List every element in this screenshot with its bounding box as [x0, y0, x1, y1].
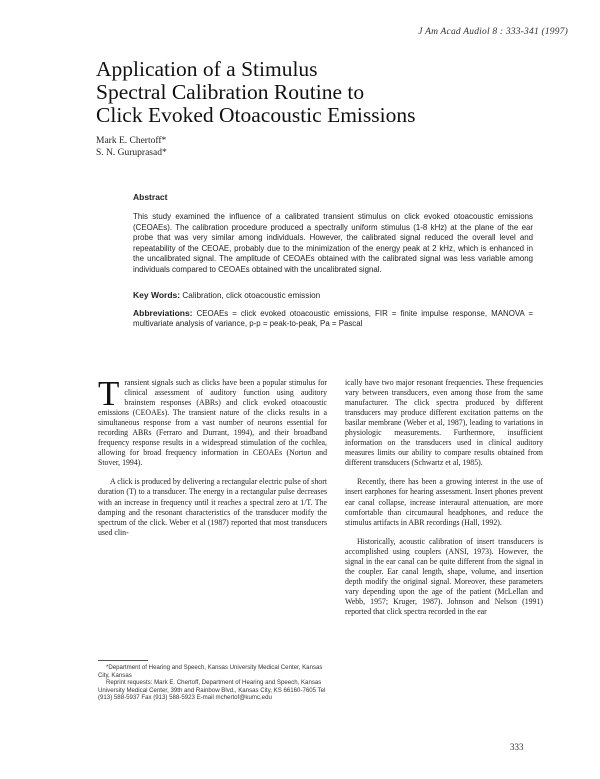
abbreviations-text: CEOAEs = click evoked otoacoustic emissions, FIR = finite impulse response, MANOVA = multivariate analysis of variance, p-p = peak-to-peak, Pa = Pascal: [133, 308, 533, 329]
author: Mark E. Chertoff*: [96, 136, 167, 146]
body-paragraph-text: ransient signals such as clicks have been a popular stimulus for clinical assessment of auditory function using auditory brainstem responses (ABRs) and click evoked otoacoustic emissions (CEOAEs). The transient nature of the clicks results in a simultaneous response from a vast number of neurons essential for recording ABRs (Ferraro and Durrant, 1994), and their broadband frequency response results in a widespread stimulation of the cochlea, allowing for broad frequency information in CEOAEs (Norton and Stover, 1994).: [98, 378, 327, 468]
abstract-text: This study examined the influence of a calibrated transient stimulus on click evoked otoacoustic emissions (CEOAEs). The calibration procedure produced a spectrally uniform stimulus (1-8 kHz) at the plane of the ear probe that was very similar among individuals. However, the calibrated signal reduced the overall level and repeatability of the CEOAE, probably due to the minimization of the energy peak at 2 kHz, which is enhanced in the uncalibrated signal. The amplitude of CEOAEs obtained with the calibrated signal was less variable among individuals compared to CEOAEs obtained with the uncalibrated signal.: [133, 212, 533, 274]
footnotes: [98, 664, 330, 702]
abstract-section: [133, 192, 533, 330]
body-column-left: [98, 374, 327, 538]
author-list: [96, 136, 167, 159]
body-paragraph: [98, 374, 327, 468]
body-paragraph: A click is produced by delivering a rectangular electric pulse of short duration (T) to a transducer. The energy in a rectangular pulse decreases with an increase in frequency until it reaches a spectral zero at 1/T. The damping and the resonant characteristics of the transducer modify the spectrum of the click. Weber et al (1987) reported that most transducers used clin-: [98, 477, 327, 537]
body-paragraph: Historically, acoustic calibration of insert transducers is accomplished using couplers (ANSI, 1973). However, the signal in the ear canal can be quite different from the signal in the coupler. Ear canal length, shape, volume, and insertion depth modify the original signal. Moreover, these parameters vary depending upon the age of the patient (McLellan and Webb, 1957; Kruger, 1987). Johnson and Nelson (1991) reported that click spectra recorded in the ear: [345, 536, 543, 616]
paper-title: [96, 58, 516, 127]
title-line: Application of a Stimulus: [96, 57, 318, 81]
drop-cap: T: [98, 374, 120, 413]
abbreviations-line: [133, 308, 533, 330]
author: S. N. Guruprasad*: [96, 147, 167, 158]
footnote-divider: [98, 660, 148, 661]
footnote: *Department of Hearing and Speech, Kansas University Medical Center, Kansas City, Kansas: [98, 664, 323, 679]
body-paragraph: Recently, there has been a growing interest in the use of insert earphones for hearing assessment. Insert phones prevent ear canal collapse, increase interaural attenuation, are more comfortable than circumaural headphones, and reduce the stimulus artifacts in ABR recordings (Hall, 1992).: [345, 477, 543, 527]
abstract-heading: Abstract: [133, 192, 168, 202]
keywords-text: Calibration, click otoacoustic emission: [182, 290, 321, 300]
abbreviations-label: Abbreviations:: [133, 307, 193, 318]
page-number: 333: [510, 742, 524, 752]
title-line: Click Evoked Otoacoustic Emissions: [96, 103, 416, 127]
running-head: J Am Acad Audiol 8 : 333-341 (1997): [418, 27, 568, 37]
body-paragraph: ically have two major resonant frequencies. These frequencies vary between transducers, even among those from the same manufacturer. The click spectra produced by different transducers may produce different excitation patterns on the basilar membrane (Weber et al, 1987), leading to variations in physiologic measurements. Furthermore, insufficient information on the transducers used in clinical auditory measures limits our ability to compare results obtained from different transducers (Schwartz et al, 1985).: [345, 378, 543, 468]
title-line: Spectral Calibration Routine to: [96, 80, 365, 104]
footnote: Reprint requests: Mark E. Chertoff, Department of Hearing and Speech, Kansas University Medical Center, 39th and Rainbow Blvd., Kansas City, KS 66160-7605 Tel (913) 588-5937 Fax (913) 588-5923 E-mail mchertof@kumc.edu: [98, 679, 326, 702]
keywords-line: [133, 290, 533, 300]
body-column-right: [345, 378, 543, 617]
keywords-label: Key Words:: [133, 289, 181, 300]
